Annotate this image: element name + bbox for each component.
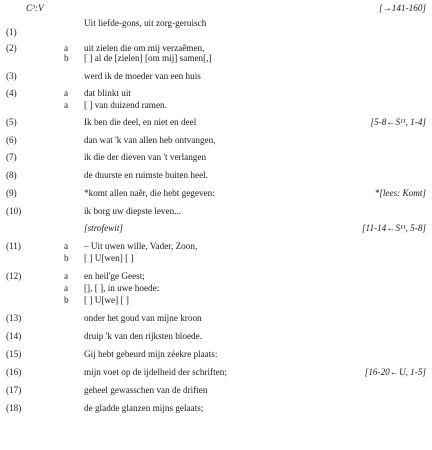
line-number: (6) xyxy=(6,135,17,145)
variant-marker: b xyxy=(64,295,69,305)
line-number: (12) xyxy=(6,271,22,281)
verse-text: onder het goud van mijne kroon xyxy=(84,313,202,323)
line-number: (4) xyxy=(6,88,17,98)
verse-text: en heil'ge Geest; xyxy=(84,271,145,281)
verse-line xyxy=(0,294,432,306)
verse-text: [strofewit] xyxy=(84,223,123,233)
verse-text: werd ik de moeder van een huis xyxy=(84,71,201,81)
verse-text: ik die der dieven van 't verlangen xyxy=(84,152,207,162)
verse-text: – Uit uwen wille, Vader, Zoon, xyxy=(84,241,198,251)
line-number: (9) xyxy=(6,188,17,198)
verse-line xyxy=(0,384,432,396)
verse-line xyxy=(0,270,432,282)
line-number: (17) xyxy=(6,385,22,395)
variant-marker: a xyxy=(64,100,69,110)
margin-note: *[lees: Komt] xyxy=(374,188,426,198)
line-number: (18) xyxy=(6,403,22,413)
verse-line xyxy=(0,348,432,360)
verse-text: Ik ben die deel, en niet en deel xyxy=(84,117,197,127)
verse-text: [], [ ], in uwe hoede: xyxy=(84,283,160,293)
variant-marker: b xyxy=(64,253,69,263)
page-header xyxy=(0,2,432,14)
margin-note: [11-14←S¹¹, 5-8] xyxy=(361,223,426,233)
line-number: (13) xyxy=(6,313,22,323)
margin-note: [16-20←U, 1-5] xyxy=(364,367,426,377)
verse-text: Uit liefde-gons, uit zorg-geruisch xyxy=(84,18,207,28)
verse-text: Gij hebt gebeurd mijn zéekre plaats: xyxy=(84,349,218,359)
verse-text: mijn voet op de ijdelheid der schriften; xyxy=(84,367,227,377)
verse-line xyxy=(0,205,432,217)
line-number: (16) xyxy=(6,367,22,377)
verse-text: [ ] U[we] [ ] xyxy=(84,295,129,305)
verse-line xyxy=(0,99,432,111)
line-number: (2) xyxy=(6,43,17,53)
verse-line xyxy=(0,134,432,146)
verse-text: de gladde glanzen mijns gelaats; xyxy=(84,403,204,413)
verse-line xyxy=(0,282,432,294)
verse-line xyxy=(0,169,432,181)
variant-marker: a xyxy=(64,271,69,281)
line-number: (10) xyxy=(6,206,22,216)
verse-line xyxy=(0,252,432,264)
version-id: C³:V xyxy=(26,3,44,13)
line-number: (11) xyxy=(6,241,21,251)
verse-line xyxy=(0,240,432,252)
verse-line xyxy=(0,312,432,324)
verse-line xyxy=(0,116,432,128)
verse-text: dat blinkt uit xyxy=(84,88,131,98)
verse-text: [ ] van duizend ramen. xyxy=(84,100,167,110)
verse-text: de duurste en ruimste buiten heel. xyxy=(84,170,208,180)
variant-marker: a xyxy=(64,241,69,251)
variant-marker: a xyxy=(64,88,69,98)
margin-note: [5-8←S¹¹, 1-4] xyxy=(370,117,426,127)
verse-line xyxy=(0,151,432,163)
line-number: (15) xyxy=(6,349,22,359)
verse-line xyxy=(0,222,432,234)
verse-line xyxy=(0,366,432,378)
variant-marker: a xyxy=(64,43,69,53)
line-number: (5) xyxy=(6,117,17,127)
verse-line xyxy=(0,330,432,342)
variant-marker: b xyxy=(64,53,69,63)
verse-text: [ ] al de [zielen] [om mij] samen[,] xyxy=(84,53,212,63)
verse-text: dan wat 'k van allen heb ontvangen, xyxy=(84,135,216,145)
verse-line xyxy=(0,52,432,64)
verse-text: geheel gewasschen van de driften xyxy=(84,385,208,395)
verse-text: druip 'k van den rijksten bloede. xyxy=(84,331,203,341)
line-number: (3) xyxy=(6,71,17,81)
line-number: (1) xyxy=(6,27,17,37)
verse-line xyxy=(0,87,432,99)
verse-line xyxy=(0,70,432,82)
verse-text: ik borg uw diepste leven... xyxy=(84,206,182,216)
verse-text: [ ] U[wen] [ ] xyxy=(84,253,134,263)
verse-line xyxy=(0,26,432,38)
header-note: [→141-160] xyxy=(379,3,426,13)
line-number: (7) xyxy=(6,152,17,162)
verse-line xyxy=(0,402,432,414)
line-number: (14) xyxy=(6,331,22,341)
line-number: (8) xyxy=(6,170,17,180)
variant-marker: a xyxy=(64,283,69,293)
verse-text: *komt allen naêr, die hebt gegeven: xyxy=(84,188,215,198)
verse-text: uit zielen die om mij verzaêmen, xyxy=(84,43,205,53)
verse-line xyxy=(0,187,432,199)
